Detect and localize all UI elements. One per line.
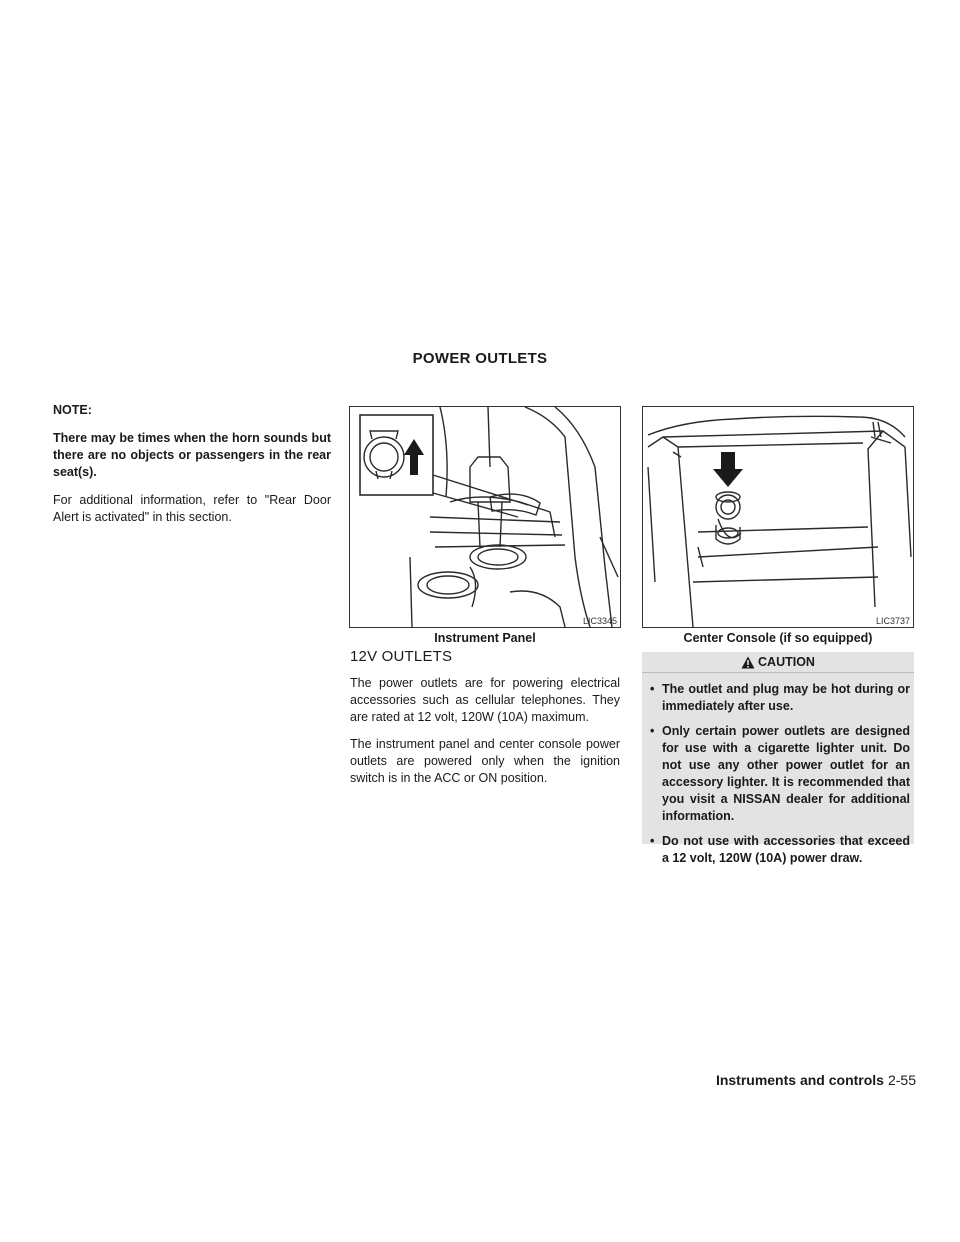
- instrument-panel-illustration: [350, 407, 620, 627]
- outlets-paragraph: The instrument panel and center console power outlets are powered only when the ignition switch is in the ACC or ON position.: [350, 737, 620, 785]
- caution-box: [642, 652, 914, 865]
- figure-code: LIC3345: [582, 616, 617, 626]
- page-number: 2-55: [887, 1072, 916, 1088]
- figure-center-console: [642, 406, 914, 628]
- arrow-down-icon: [713, 452, 743, 487]
- footer-section: Instruments and controls: [715, 1072, 884, 1088]
- caution-header: [642, 652, 914, 673]
- note-reference: For additional information, refer to "Rear Door Alert is activated" in this section.: [53, 493, 331, 524]
- figure-caption: Center Console (if so equipped): [683, 631, 873, 645]
- figure-caption: Instrument Panel: [434, 631, 536, 645]
- center-console-illustration: [643, 407, 913, 627]
- caution-item: • The outlet and plug may be hot during or immediately after use.: [650, 682, 910, 713]
- outlets-paragraph: The power outlets are for powering electrical accessories such as cellular telephones. They are rated at 12 volt, 120W (10A) maximum.: [350, 676, 620, 724]
- figure-code: LIC3737: [875, 616, 910, 626]
- caution-title: CAUTION: [758, 655, 815, 669]
- note-text: There may be times when the horn sounds but there are no objects or passengers in the rear seat(s).: [53, 431, 331, 479]
- outlets-section: [350, 648, 620, 797]
- section-title: POWER OUTLETS: [412, 350, 548, 367]
- caution-item: • Only certain power outlets are designed for use with a cigarette lighter unit. Do not use any other power outlet for an accessory lighter. It is recommended that you visit a NISSAN dealer for additional information.: [650, 724, 910, 823]
- note-label: NOTE:: [53, 403, 92, 417]
- page-footer: [716, 1072, 916, 1088]
- figure-instrument-panel: [349, 406, 621, 628]
- note-block: [53, 402, 331, 536]
- caution-item: • Do not use with accessories that exceed a 12 volt, 120W (10A) power draw.: [650, 834, 910, 865]
- warning-triangle-icon: [741, 656, 755, 669]
- outlets-heading: 12V OUTLETS: [350, 648, 453, 665]
- caution-list: [642, 673, 914, 867]
